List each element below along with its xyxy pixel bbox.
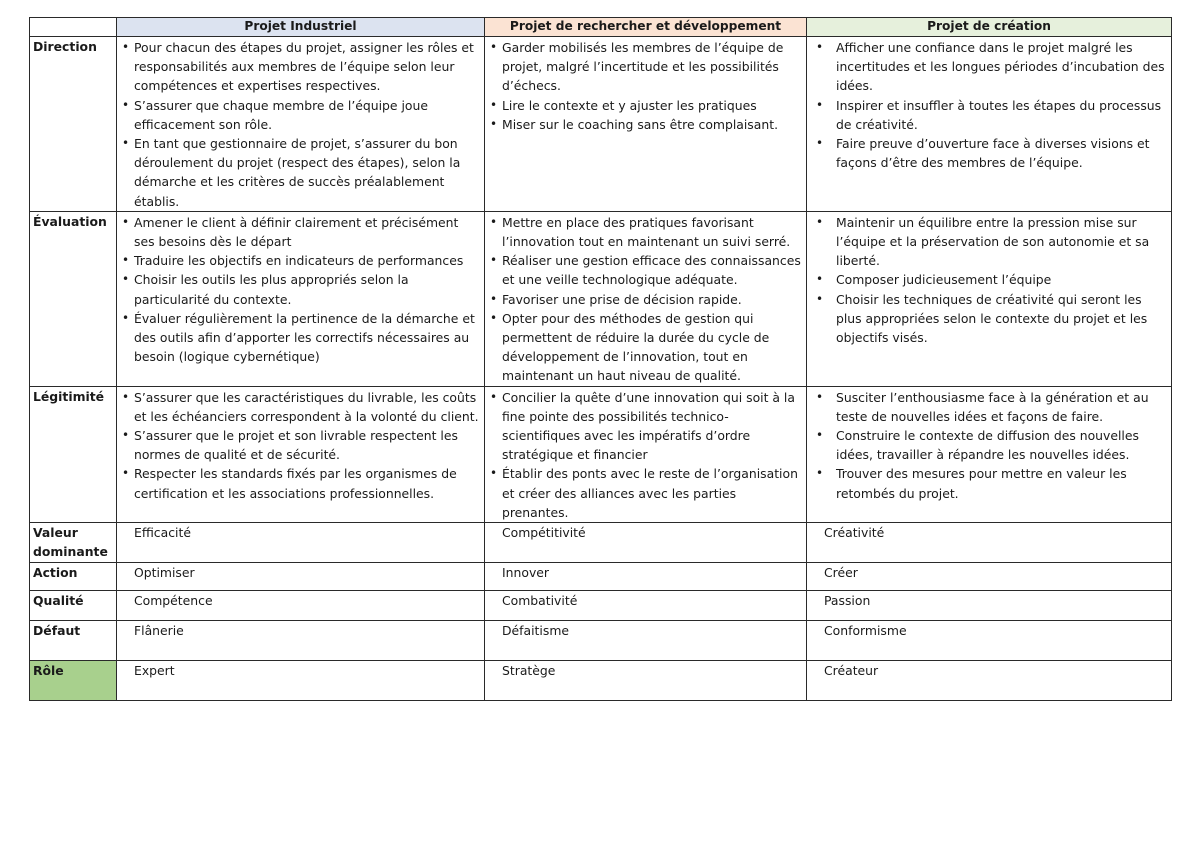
header-projet-industriel: Projet Industriel (117, 18, 485, 37)
cell-role-recherche: Stratège (485, 661, 807, 701)
header-projet-recherche: Projet de rechercher et développement (485, 18, 807, 37)
row-label-valeur-dominante: Valeur dominante (30, 523, 117, 563)
cell-action-industriel: Optimiser (117, 563, 485, 591)
list-item (807, 290, 1167, 348)
row-label-direction: Direction (30, 37, 117, 212)
bullet-icon: • (490, 116, 498, 131)
bullet-icon: • (122, 97, 130, 112)
row-label-qualite: Qualité (30, 591, 117, 621)
list-item-text: Mettre en place des pratiques favorisant l’innovation tout en maintenant un suivi serré. (502, 214, 791, 250)
cell-valeur-recherche: Compétitivité (485, 523, 807, 563)
bullet-list (485, 388, 801, 522)
list-item (117, 38, 480, 96)
list-item (807, 96, 1167, 134)
list-item-text: Composer judicieusement l’équipe (836, 272, 1052, 288)
bullet-icon: • (490, 253, 498, 268)
cell-role-industriel: Expert (117, 661, 485, 701)
cell-defaut-recherche: Défaitisme (485, 621, 807, 661)
cell-legitimite-industriel (117, 386, 485, 522)
bullet-icon: • (122, 428, 130, 443)
bullet-icon: • (816, 40, 824, 54)
list-item-text: Traduire les objectifs en indicateurs de performances (134, 253, 464, 269)
bullet-icon: • (816, 389, 824, 404)
list-item-text: Susciter l’enthousiasme face à la génération et au teste de nouvelles idées et façons de faire. (836, 389, 1149, 424)
list-item (485, 96, 801, 115)
row-label-defaut: Défaut (30, 621, 117, 661)
list-item-text: Réaliser une gestion efficace des connaissances et une veille technologique adéquate. (502, 253, 801, 288)
bullet-icon: • (122, 40, 130, 54)
list-item-text: Maintenir un équilibre entre la pression mise sur l’équipe et la préservation de son autonomie et sa liberté. (836, 214, 1150, 269)
bullet-icon: • (122, 310, 130, 325)
list-item (807, 388, 1167, 426)
bullet-icon: • (490, 310, 498, 325)
list-item (117, 96, 480, 134)
bullet-list (117, 38, 480, 211)
row-label-evaluation: Évaluation (30, 211, 117, 386)
row-label-role: Rôle (30, 661, 117, 701)
list-item-text: Concilier la quête d’une innovation qui soit à la fine pointe des possibilités technico-scientifiques avec les impératifs d’ordre stratégique et financier (502, 389, 795, 463)
cell-legitimite-recherche (485, 386, 807, 522)
list-item-text: Garder mobilisés les membres de l’équipe de projet, malgré l’incertitude et les possibilités d’échecs. (502, 40, 784, 94)
cell-role-creation: Créateur (807, 661, 1172, 701)
list-item (485, 38, 801, 96)
comparison-table (29, 17, 1172, 701)
bullet-icon: • (816, 272, 824, 287)
bullet-icon: • (490, 40, 498, 54)
cell-direction-creation (807, 37, 1172, 212)
list-item (117, 464, 480, 502)
row-label-legitimite: Légitimité (30, 386, 117, 522)
row-evaluation (30, 211, 1172, 386)
list-item (485, 309, 801, 386)
cell-legitimite-creation (807, 386, 1172, 522)
list-item-text: Amener le client à définir clairement et précisément ses besoins dès le départ (134, 214, 459, 250)
row-role (30, 661, 1172, 701)
cell-defaut-industriel: Flânerie (117, 621, 485, 661)
bullet-icon: • (490, 97, 498, 112)
list-item (807, 213, 1167, 271)
list-item-text: S’assurer que chaque membre de l’équipe joue efficacement son rôle. (134, 97, 428, 132)
list-item (807, 134, 1167, 172)
bullet-icon: • (122, 466, 130, 481)
bullet-icon: • (122, 214, 130, 229)
cell-valeur-industriel: Efficacité (117, 523, 485, 563)
list-item-text: Inspirer et insuffler à toutes les étapes du processus de créativité. (836, 97, 1162, 132)
cell-direction-recherche (485, 37, 807, 212)
cell-action-creation: Créer (807, 563, 1172, 591)
bullet-icon: • (122, 253, 130, 268)
bullet-list (485, 38, 801, 134)
header-projet-creation: Projet de création (807, 18, 1172, 37)
bullet-icon: • (122, 389, 130, 404)
row-action (30, 563, 1172, 591)
list-item-text: Faire preuve d’ouverture face à diverses visions et façons d’être des membres de l’équipe. (836, 136, 1150, 171)
bullet-list (117, 388, 480, 503)
list-item (117, 251, 480, 270)
list-item (807, 270, 1167, 289)
list-item (807, 38, 1167, 96)
list-item (117, 270, 480, 308)
bullet-icon: • (816, 214, 824, 229)
list-item-text: Miser sur le coaching sans être complaisant. (502, 116, 779, 132)
bullet-icon: • (490, 389, 498, 404)
list-item (485, 213, 801, 251)
bullet-list (117, 213, 480, 367)
list-item (807, 426, 1167, 464)
row-label-action: Action (30, 563, 117, 591)
bullet-icon: • (816, 466, 824, 481)
list-item-text: S’assurer que les caractéristiques du livrable, les coûts et les échéanciers correspondent à la volonté du client. (134, 389, 479, 424)
list-item-text: Trouver des mesures pour mettre en valeur les retombés du projet. (836, 466, 1127, 501)
row-qualite (30, 591, 1172, 621)
bullet-icon: • (816, 97, 824, 112)
list-item-text: Établir des ponts avec le reste de l’organisation et créer des alliances avec les parties prenantes. (502, 466, 798, 520)
cell-action-recherche: Innover (485, 563, 807, 591)
bullet-list (485, 213, 801, 386)
list-item-text: Construire le contexte de diffusion des nouvelles idées, travailler à répandre les nouvelles idées. (836, 428, 1139, 463)
list-item (485, 388, 801, 465)
list-item-text: Choisir les outils les plus appropriés selon la particularité du contexte. (134, 272, 409, 307)
cell-direction-industriel (117, 37, 485, 212)
list-item-text: Évaluer régulièrement la pertinence de la démarche et des outils afin d’apporter les correctifs nécessaires au besoin (logique cybernétique) (134, 310, 475, 365)
bullet-list (807, 388, 1167, 503)
list-item-text: Favoriser une prise de décision rapide. (502, 291, 742, 307)
bullet-icon: • (122, 272, 130, 287)
list-item-text: Pour chacun des étapes du projet, assigner les rôles et responsabilités aux membres de l’équipe selon leur compétences et expertises respectives. (134, 40, 474, 94)
list-item (807, 464, 1167, 502)
list-item (485, 251, 801, 289)
cell-valeur-creation: Créativité (807, 523, 1172, 563)
bullet-icon: • (816, 136, 824, 151)
bullet-icon: • (490, 466, 498, 481)
bullet-list (807, 213, 1167, 347)
list-item-text: Opter pour des méthodes de gestion qui permettent de réduire la durée du cycle de développement de l’innovation, tout en maintenant un haut niveau de qualité. (502, 310, 770, 384)
list-item (485, 464, 801, 522)
list-item (485, 290, 801, 309)
cell-evaluation-creation (807, 211, 1172, 386)
list-item (117, 388, 480, 426)
bullet-list (807, 38, 1167, 172)
bullet-icon: • (122, 136, 130, 151)
row-valeur-dominante (30, 523, 1172, 563)
list-item-text: En tant que gestionnaire de projet, s’assurer du bon déroulement du projet (respect des étapes), selon la démarche et les critères de succès préalablement établis. (134, 136, 461, 209)
bullet-icon: • (490, 291, 498, 306)
cell-qualite-recherche: Combativité (485, 591, 807, 621)
list-item (117, 134, 480, 211)
row-legitimite (30, 386, 1172, 522)
list-item (117, 426, 480, 464)
list-item-text: Choisir les techniques de créativité qui seront les plus appropriées selon le contexte du projet et les objectifs visés. (836, 291, 1148, 346)
cell-evaluation-recherche (485, 211, 807, 386)
list-item (117, 309, 480, 367)
bullet-icon: • (490, 214, 498, 229)
list-item (117, 213, 480, 251)
header-row (30, 18, 1172, 37)
bullet-icon: • (816, 428, 824, 443)
list-item-text: Respecter les standards fixés par les organismes de certification et les associations professionnelles. (134, 466, 457, 501)
list-item-text: Lire le contexte et y ajuster les pratiques (502, 97, 757, 113)
row-defaut (30, 621, 1172, 661)
corner-cell (30, 18, 117, 37)
bullet-icon: • (816, 291, 824, 306)
cell-qualite-industriel: Compétence (117, 591, 485, 621)
cell-evaluation-industriel (117, 211, 485, 386)
cell-defaut-creation: Conformisme (807, 621, 1172, 661)
row-direction (30, 37, 1172, 212)
list-item-text: Afficher une confiance dans le projet malgré les incertitudes et les longues périodes d’incubation des idées. (836, 40, 1165, 94)
cell-qualite-creation: Passion (807, 591, 1172, 621)
list-item-text: S’assurer que le projet et son livrable respectent les normes de qualité et de sécurité. (134, 428, 458, 463)
list-item (485, 115, 801, 134)
